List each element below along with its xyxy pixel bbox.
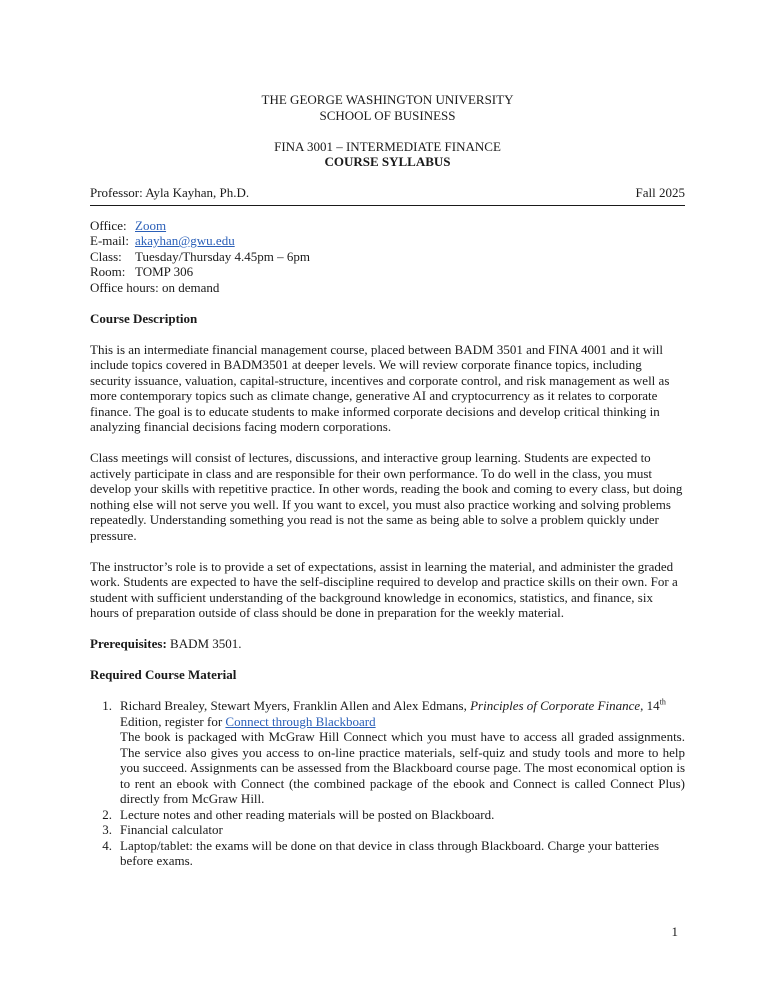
textbook-edition-number: 14: [646, 698, 660, 713]
course-description-heading: Course Description: [90, 310, 198, 326]
email-label: E-mail:: [90, 233, 129, 248]
page-number: 1: [671, 924, 678, 939]
list-item: 1. Richard Brealey, Stewart Myers, Franklin Allen and Alex Edmans, Principles of Corporate Finance, 14th Edition, register for Connect through Blackboard The book is packaged with McGraw Hill Connect which you must have to access all graded assignments. The service also gives you access to on-line practice materials, self-quiz and study tools and more to help you succeed. Assignments can be assessed from the Blackboard course page. The most economical option is to rent an ebook with Connect (the combined package of the ebook and Connect is called Connect Plus) directly from McGraw Hill.: [102, 697, 685, 806]
lecture-notes-item: Lecture notes and other reading materials will be posted on Blackboard.: [120, 806, 495, 822]
textbook-authors: Richard Brealey, Stewart Myers, Franklin Allen and Alex Edmans,: [120, 698, 467, 713]
class-time: Tuesday/Thursday 4.45pm – 6pm: [135, 248, 311, 264]
school-name: SCHOOL OF BUSINESS: [319, 107, 456, 123]
materials-list: [90, 698, 685, 869]
class-label: Class:: [90, 248, 122, 264]
description-paragraph-3: The instructor’s role is to provide a set of expectations, assist in learning the material, and administer the graded work. Students are expected to have the self-discipline required to develop and practice skills on their own. For a student with sufficient understanding of the background knowledge in economics, statistics, and finance, six hours of preparation outside of class should be done in preparation for the weekly material.: [90, 558, 678, 620]
connect-blackboard-link[interactable]: Connect through Blackboard: [225, 713, 376, 729]
term: Fall 2025: [635, 185, 685, 200]
university-name: THE GEORGE WASHINGTON UNIVERSITY: [261, 92, 514, 107]
textbook-description: The book is packaged with McGraw Hill Connect which you must have to access all graded assignments. The service also gives you access to on-line practice materials, self-quiz and study tools and more to help you succeed. Assignments can be assessed from the Blackboard course page. The most economical option is to rent an ebook with Connect (the combined package of the ebook and Connect is called Connect Plus) directly from McGraw Hill.: [120, 729, 685, 806]
laptop-item: Laptop/tablet: the exams will be done on that device in class through Blackboard. Charge your batteries before exams.: [120, 837, 660, 868]
prerequisites: [90, 636, 685, 652]
office-label: Office:: [90, 217, 127, 233]
document-header: [90, 92, 685, 170]
room-value: TOMP 306: [135, 264, 194, 279]
office-hours: Office hours: on demand: [90, 279, 220, 295]
syllabus-title: COURSE SYLLABUS: [324, 154, 451, 169]
textbook-edition-suffix: th: [659, 697, 666, 707]
description-paragraph-2: Class meetings will consist of lectures, discussions, and interactive group learning. Students are expected to actively participate in class and are responsible for their own performance. To do well in the class, you must develop your skills with repetitive practice. In other words, reading the book and coming to every class, but doing nothing else will not serve you well. If you want to excel, you must also practice working and solving problems repeatedly. Understanding something you read is not the same as being able to solve a problem quickly under pressure.: [90, 450, 683, 543]
professor-row: [90, 185, 685, 201]
syllabus-page: [90, 92, 685, 869]
email-link[interactable]: akayhan@gwu.edu: [135, 233, 235, 248]
prerequisites-value: BADM 3501.: [170, 636, 242, 651]
description-paragraph-1: This is an intermediate financial management course, placed between BADM 3501 and FINA 4001 and it will include topics covered in BADM3501 at deeper levels. We will review corporate finance topics, including security issuance, valuation, capital-structure, incentives and corporate control, and risk management as well as more contemporary topics such as climate change, generative AI and cryptocurrency as it relates to corporate finance. The goal is to educate students to make informed corporate decisions and develop critical thinking in analyzing financial decisions facing modern corporations.: [90, 341, 670, 434]
office-zoom-link[interactable]: Zoom: [135, 217, 167, 233]
textbook-edition-text: Edition, register for: [120, 713, 223, 729]
calculator-item: Financial calculator: [120, 822, 223, 837]
list-item: 4. Laptop/tablet: the exams will be done on that device in class through Blackboard. Charge your batteries before exams.: [90, 838, 685, 869]
room-label: Room:: [90, 264, 126, 279]
prerequisites-label: Prerequisites:: [90, 636, 167, 651]
list-item: 2. Lecture notes and other reading materials will be posted on Blackboard.: [90, 807, 685, 823]
contact-block: [90, 218, 685, 296]
course-title: FINA 3001 – INTERMEDIATE FINANCE: [274, 138, 501, 154]
list-item: 3. Financial calculator: [90, 822, 685, 838]
required-material-heading: Required Course Material: [90, 667, 237, 682]
textbook-title: Principles of Corporate Finance: [470, 698, 641, 713]
professor-name: Professor: Ayla Kayhan, Ph.D.: [90, 185, 250, 200]
